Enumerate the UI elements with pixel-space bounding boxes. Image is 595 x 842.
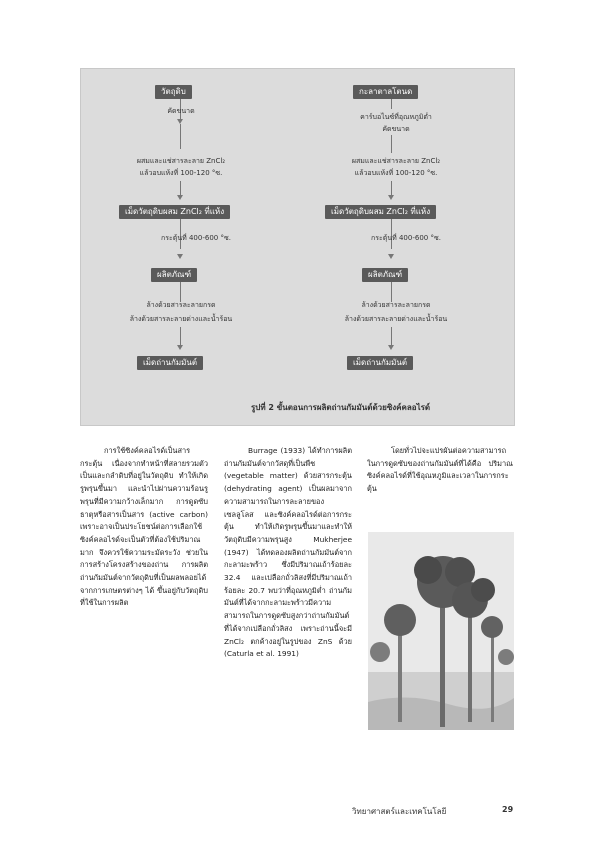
body-column-3: โดยทั่วไปจะแปรผันต่อความสามารถในการดูดซับของถ่านกัมมันต์ที่ได้คือ ปริมาณซิงค์คลอไรด์ที่ใช้อุณหภูมิและเวลาในการกระตุ้น: [367, 446, 513, 494]
figure-caption: รูปที่ 2 ขั้นตอนการผลิตถ่านกัมมันต์ด้วยซิงค์คลอไรด์: [251, 403, 431, 412]
flow-left-w2: ล้างด้วยสารละลายด่างและน้ำร้อน: [129, 315, 233, 323]
body-column-2: Burrage (1933) ได้ทำการผลิตถ่านกัมมันต์จากวัสดุที่เป็นพืช (vegetable matter) ด้วยสารกระตุ้น (dehydrating agent) เป็นผลมาจากความสามารถในการละลายของเซลลูโลส และซิงค์คลอไรด์ต่อการกระตุ้น ทำให้เกิดรูพรุนขึ้นมาและทำให้วัตถุดิบมีความพรุนสูง Mukherjee (1947) ได้ทดลองผลิตถ่านกัมมันต์จากกะลามะพร้าว ซึ่งมีปริมาณเถ้าร้อยละ 32.4 และเปลือกถั่วลิสงที่มีปริมาณเถ้าร้อยละ 20.7 พบว่าที่อุณหภูมิต่ำ ถ่านกัมมันต์ที่ได้จากกะลามะพร้าวมีความสามารถในการดูดซับสูงกว่าถ่านกัมมันต์ที่ได้จากเปลือกถั่วลิสง เพราะถ่านนี้จะมี ZnCl₂ ตกค้างอยู่ในรูปของ ZnS ด้วย (Caturla et al. 1991): [224, 446, 352, 659]
flow-right-mix: เม็ดวัตถุดิบผสม ZnCl₂ ที่แห้ง: [325, 205, 436, 219]
page-number: 29: [502, 805, 514, 814]
flow-right-product: ผลิตภัณฑ์: [362, 268, 408, 282]
palm-trees-photo: [368, 532, 514, 730]
flow-left-end: เม็ดถ่านกัมมันต์: [137, 356, 203, 370]
flow-left-activate: กระตุ้นที่ 400-600 °ซ.: [161, 234, 231, 242]
flow-right-s1: คัดขนาด: [382, 125, 410, 133]
flow-left-w1: ล้างด้วยสารละลายกรด: [146, 301, 216, 309]
flow-left-s2a: ผสมและแช่สารละลาย ZnCl₂: [136, 157, 226, 165]
flow-left-start: วัตถุดิบ: [155, 85, 192, 99]
flow-right-s0: คาร์บอไนซ์ที่อุณหภูมิต่ำ: [360, 113, 432, 121]
body-column-1: การใช้ซิงค์คลอไรด์เป็นสารกระตุ้น เนื่องจากทำหน้าที่สลายรวมตัวเป็นและกลำดิบที่อยู่ในวัตถุดิบ ทำให้เกิดรูพรุนขึ้นมา และนำไปผ่านความร้อนรูพรุนที่มีความกว้างเล็กมาก การดูดซับธาตุหรือสารเป็นสาร (active carbon) เพราะอาจเป็นประโยชน์ต่อการเลือกใช้ ซิงค์คลอไรด์จะเป็นตัวที่ต้องใช้ปริมาณมาก จึงควรใช้ความระมัดระวัง ช่วยในการสร้างโครงสร้างของถ่าน การผลิตถ่านกัมมันต์จากวัตถุดิบที่เป็นผลพลอยได้จากการเกษตรต่างๆ ได้ ขึ้นอยู่กับวัตถุดิบที่ใช้ในการผลิต: [80, 446, 208, 608]
flowchart-figure: [80, 68, 515, 426]
flow-right-s2a: ผสมและแช่สารละลาย ZnCl₂: [351, 157, 441, 165]
flow-right-w1: ล้างด้วยสารละลายกรด: [361, 301, 431, 309]
flow-left-s2b: แล้วอบแห้งที่ 100-120 °ซ.: [139, 169, 223, 177]
flow-left-mix: เม็ดวัตถุดิบผสม ZnCl₂ ที่แห้ง: [119, 205, 230, 219]
flow-right-activate: กระตุ้นที่ 400-600 °ซ.: [371, 234, 441, 242]
flow-right-s2b: แล้วอบแห้งที่ 100-120 °ซ.: [354, 169, 438, 177]
flow-right-w2: ล้างด้วยสารละลายด่างและน้ำร้อน: [344, 315, 448, 323]
flow-right-start: กะลาตาลโตนด: [353, 85, 418, 99]
flow-right-end: เม็ดถ่านกัมมันต์: [347, 356, 413, 370]
footer-journal: วิทยาศาสตร์และเทคโนโลยี: [352, 807, 447, 816]
flow-left-s1: คัดขนาด: [167, 107, 195, 115]
flow-left-product: ผลิตภัณฑ์: [151, 268, 197, 282]
